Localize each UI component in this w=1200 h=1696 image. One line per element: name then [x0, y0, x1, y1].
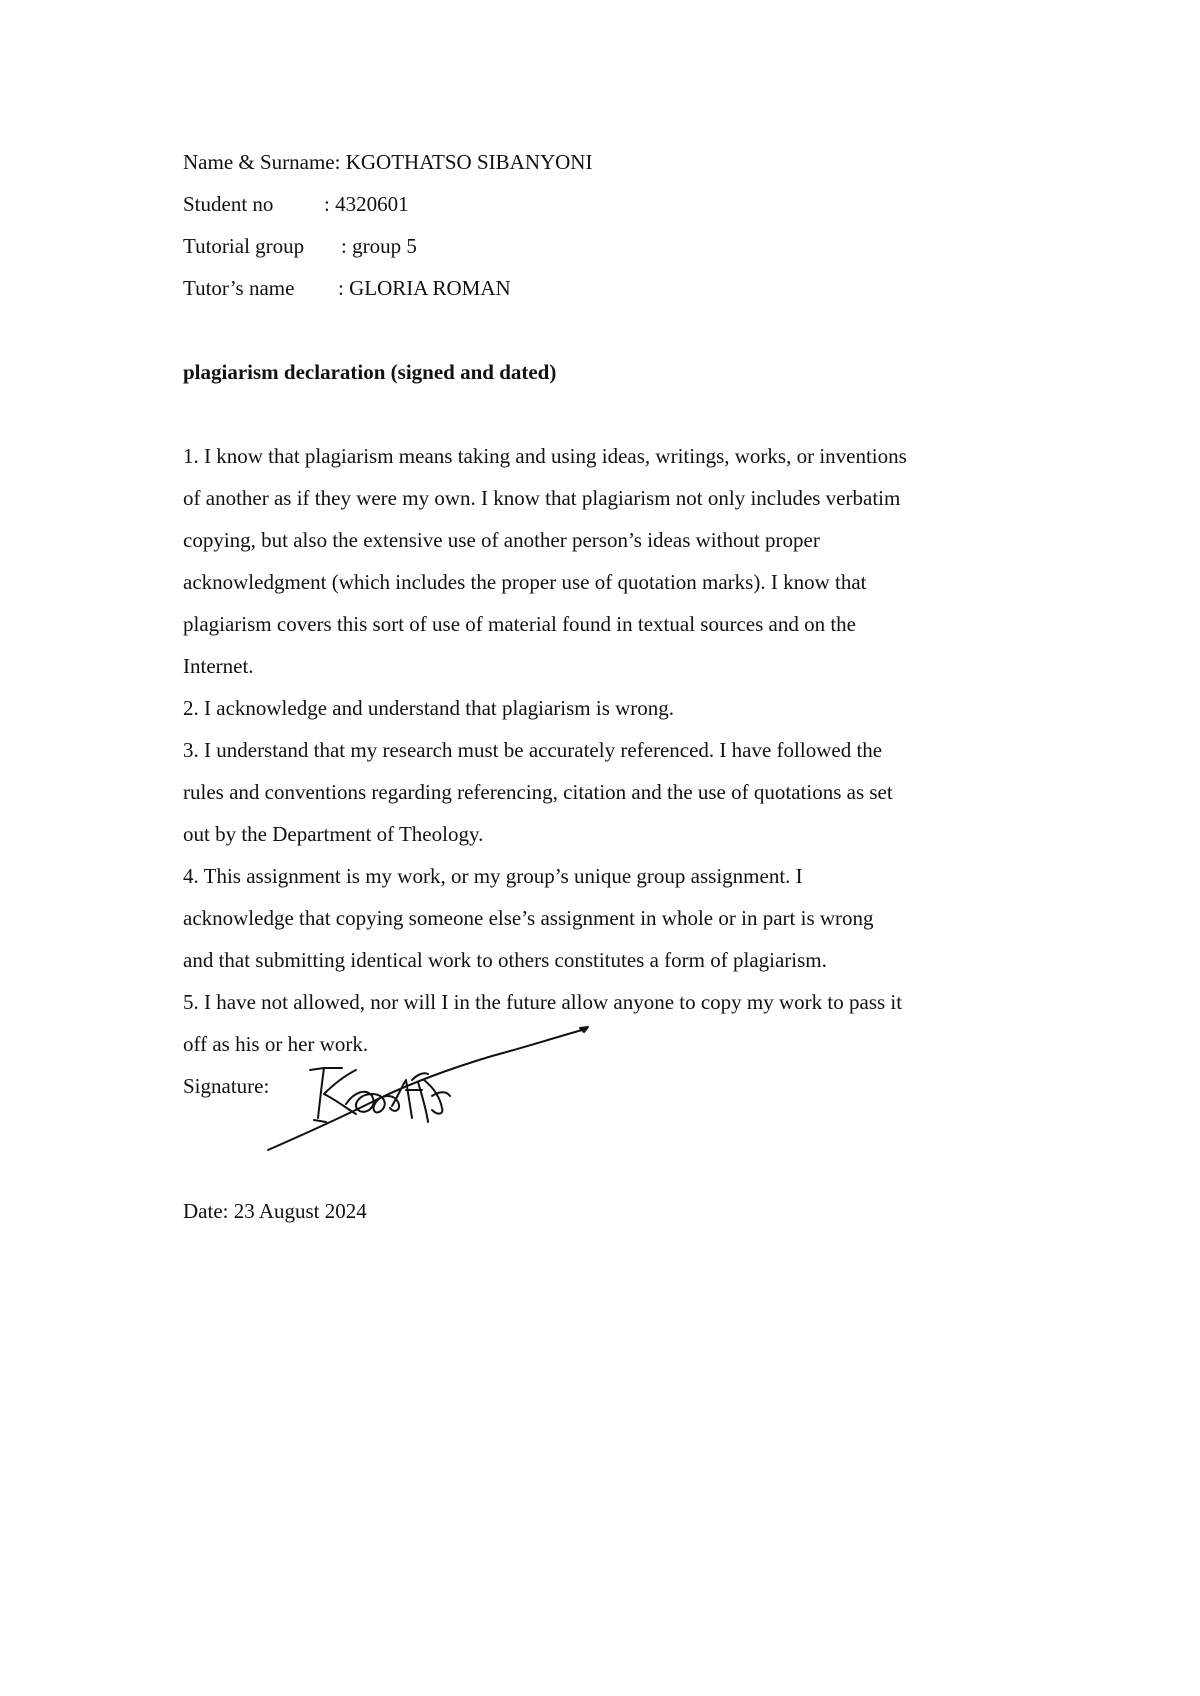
declaration-line: 4. This assignment is my work, or my group’s unique group assignment. I — [183, 864, 803, 888]
signature-label: Signature: — [183, 1074, 270, 1098]
declaration-line: copying, but also the extensive use of another person’s ideas without proper — [183, 528, 820, 552]
tutorial-group-label: Tutorial group — [183, 234, 305, 258]
declaration-line: acknowledge that copying someone else’s assignment in whole or in part is wrong — [183, 906, 874, 930]
declaration-line: 5. I have not allowed, nor will I in the future allow anyone to copy my work to pass it — [183, 990, 903, 1014]
student-no-line — [183, 183, 409, 225]
declaration-line: and that submitting identical work to others constitutes a form of plagiarism. — [183, 948, 827, 972]
declaration-line: acknowledgment (which includes the proper use of quotation marks). I know that — [183, 570, 867, 594]
student-no-value: : 4320601 — [324, 192, 409, 216]
name-surname-line — [183, 141, 592, 183]
tutor-name-line — [183, 267, 511, 309]
tutor-name-label: Tutor’s name — [183, 276, 295, 300]
declaration-line: out by the Department of Theology. — [183, 822, 484, 846]
tutorial-group-value: : group 5 — [341, 234, 417, 258]
name-label: Name & Surname: — [183, 150, 341, 174]
declaration-line: rules and conventions regarding referencing, citation and the use of quotations as set — [183, 780, 893, 804]
declaration-line: Internet. — [183, 654, 254, 678]
declaration-line: off as his or her work. — [183, 1032, 369, 1056]
declaration-line: 3. I understand that my research must be accurately referenced. I have followed the — [183, 738, 883, 762]
tutorial-group-line — [183, 225, 417, 267]
name-value: KGOTHATSO SIBANYONI — [345, 150, 593, 174]
declaration-line: of another as if they were my own. I know that plagiarism not only includes verbatim — [183, 486, 901, 510]
declaration-line: 1. I know that plagiarism means taking and using ideas, writings, works, or inventions — [183, 444, 907, 468]
declaration-line: 2. I acknowledge and understand that plagiarism is wrong. — [183, 696, 675, 720]
declaration-line: plagiarism covers this sort of use of material found in textual sources and on the — [183, 612, 856, 636]
date-text: Date: 23 August 2024 — [183, 1199, 367, 1223]
student-no-label: Student no — [183, 192, 274, 216]
handwritten-signature-icon — [262, 1010, 602, 1170]
tutor-name-value: : GLORIA ROMAN — [338, 276, 511, 300]
declaration-heading: plagiarism declaration (signed and dated) — [183, 360, 557, 384]
